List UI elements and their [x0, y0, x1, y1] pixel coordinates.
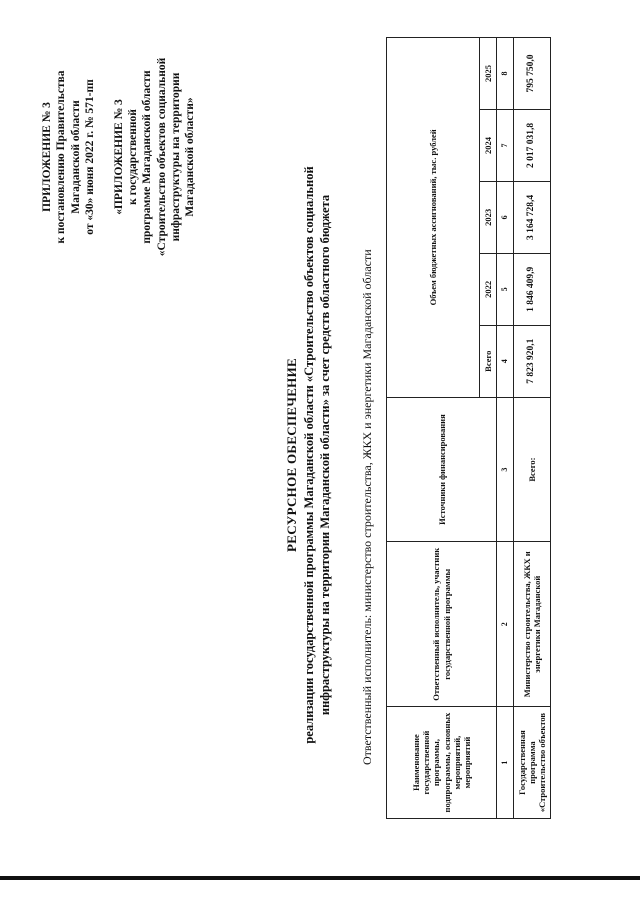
resource-table	[386, 37, 551, 819]
document-title-block	[284, 45, 333, 865]
appendix-block	[40, 7, 198, 307]
header-total: Всего	[480, 325, 497, 397]
column-number: 5	[497, 253, 514, 325]
header-executor: Ответственный исполнитель, участник государственной программы	[387, 542, 497, 707]
header-year: 2024	[480, 110, 497, 182]
document-subtitle: инфраструктуры на территории Магаданской области» за счет средств областного бюджета	[318, 194, 333, 716]
row-2022: 1 846 409,9	[513, 253, 551, 325]
column-number: 6	[497, 181, 514, 253]
row-2023: 3 164 728,4	[513, 181, 551, 253]
appendix-line: программе Магаданской области	[141, 70, 154, 244]
column-number: 1	[497, 707, 514, 819]
header-volume: Объем бюджетных ассигнований, тыс. рублей	[387, 38, 480, 398]
scan-edge-line	[0, 876, 640, 880]
column-number: 3	[497, 397, 514, 542]
responsible-executor-line: Ответственный исполнитель: министерство строительства, ЖКХ и энергетики Магаданской области	[360, 249, 374, 765]
row-source: Всего:	[513, 397, 551, 542]
row-2025: 795 750,0	[513, 38, 551, 110]
appendix-line: инфраструктуры на территории	[170, 72, 182, 242]
appendix-line: «Строительство объектов социальной	[155, 57, 168, 257]
table-header-row	[387, 38, 480, 819]
appendix-date-line: от «30» июня 2022 г. № 571-пп	[84, 79, 97, 235]
header-name: Наименование государственной программы, подпрограммы, основных мероприятий, мероприятий	[387, 707, 497, 819]
program-appendix-title: «ПРИЛОЖЕНИЕ № 3	[112, 99, 125, 215]
appendix-line: Магаданской области»	[184, 97, 197, 217]
appendix-line: Магаданской области	[69, 100, 82, 214]
header-year: 2025	[480, 38, 497, 110]
row-executor: Министерство строительства, ЖКХ и энергетики Магаданской	[513, 542, 551, 707]
header-year: 2023	[480, 181, 497, 253]
appendix-title: ПРИЛОЖЕНИЕ № 3	[41, 102, 53, 212]
column-number: 2	[497, 542, 514, 707]
row-2024: 2 017 031,8	[513, 110, 551, 182]
header-source: Источники финансирования	[387, 397, 497, 542]
table-row	[513, 38, 551, 819]
document-subtitle: реализации государственной программы Магаданской области «Строительство объектов социальной	[301, 166, 316, 744]
column-number-row	[497, 38, 514, 819]
column-number: 7	[497, 110, 514, 182]
document-title: РЕСУРСНОЕ ОБЕСПЕЧЕНИЕ	[284, 358, 299, 552]
header-year: 2022	[480, 253, 497, 325]
appendix-line: к постановлению Правительства	[55, 70, 68, 244]
column-number: 4	[497, 325, 514, 397]
row-name: Государственная программа «Строительство объектов	[513, 707, 551, 819]
appendix-line: к государственной	[126, 109, 139, 205]
column-number: 8	[497, 38, 514, 110]
row-total: 7 823 920,1	[513, 325, 551, 397]
